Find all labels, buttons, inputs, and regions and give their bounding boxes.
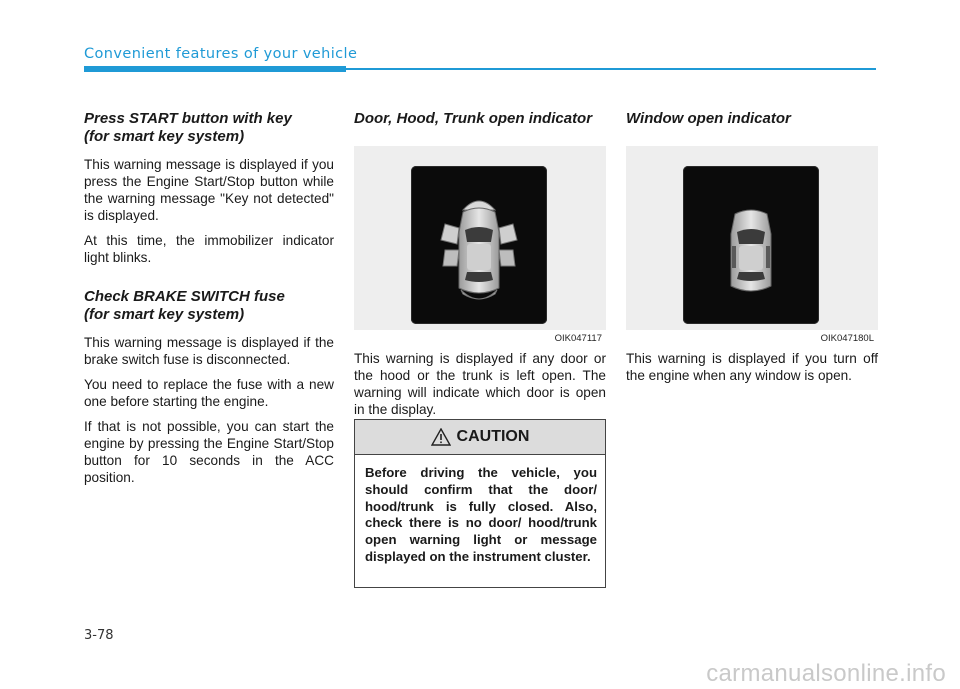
caution-box <box>354 419 606 588</box>
paragraph: If that is not possible, you can start the engine by pressing the Engine Start/Stop button for 10 seconds in the ACC position. <box>84 419 334 485</box>
watermark: carmanualsonline.info <box>706 660 946 687</box>
column-left <box>84 110 334 494</box>
paragraph: At this time, the immobilizer indicator light blinks. <box>84 233 334 265</box>
figure-window-open <box>626 146 878 344</box>
figure-code: OIK047117 <box>554 333 602 344</box>
heading-line: (for smart key system) <box>84 306 245 323</box>
paragraph: This warning message is displayed if the brake switch fuse is disconnected. <box>84 335 334 367</box>
heading-line: Press START button with key <box>84 110 292 127</box>
figure-code: OIK047180L <box>820 333 874 344</box>
warning-triangle-icon <box>431 428 451 446</box>
car-doors-open-icon <box>411 166 547 324</box>
heading-window-indicator: Window open indicator <box>626 110 791 127</box>
car-window-open-icon <box>683 166 819 324</box>
paragraph: You need to replace the fuse with a new one before starting the engine. <box>84 377 334 409</box>
page-number: 3-78 <box>84 628 114 643</box>
header-accent-bar <box>84 66 346 72</box>
heading-brake-switch <box>84 288 334 324</box>
heading-door-indicator: Door, Hood, Trunk open indicator <box>354 110 593 127</box>
paragraph: This warning is displayed if any door or the hood or the trunk is left open. The warning will indicate which door is open in the display. <box>354 351 606 417</box>
header-rule <box>346 68 876 70</box>
heading-line: Check BRAKE SWITCH fuse <box>84 288 285 305</box>
figure-door-open <box>354 146 606 344</box>
caution-text: Before driving the vehicle, you should confirm that the door/ hood/trunk is fully closed. Also, check there is no door/ hood/trunk open warning light or message displayed on the instrument cluster. <box>365 465 597 564</box>
heading-line: (for smart key system) <box>84 128 245 145</box>
cluster-display <box>683 166 819 324</box>
paragraph: This warning is displayed if you turn off the engine when any window is open. <box>626 351 878 383</box>
heading-press-start <box>84 110 334 146</box>
caution-title: CAUTION <box>456 428 530 445</box>
section-header: Convenient features of your vehicle <box>84 46 358 62</box>
paragraph: This warning message is displayed if you press the Engine Start/Stop button while the warning message "Key not detected" is displayed. <box>84 157 334 223</box>
cluster-display <box>411 166 547 324</box>
column-middle <box>354 110 606 426</box>
caution-header <box>355 420 605 455</box>
column-right <box>626 110 878 392</box>
